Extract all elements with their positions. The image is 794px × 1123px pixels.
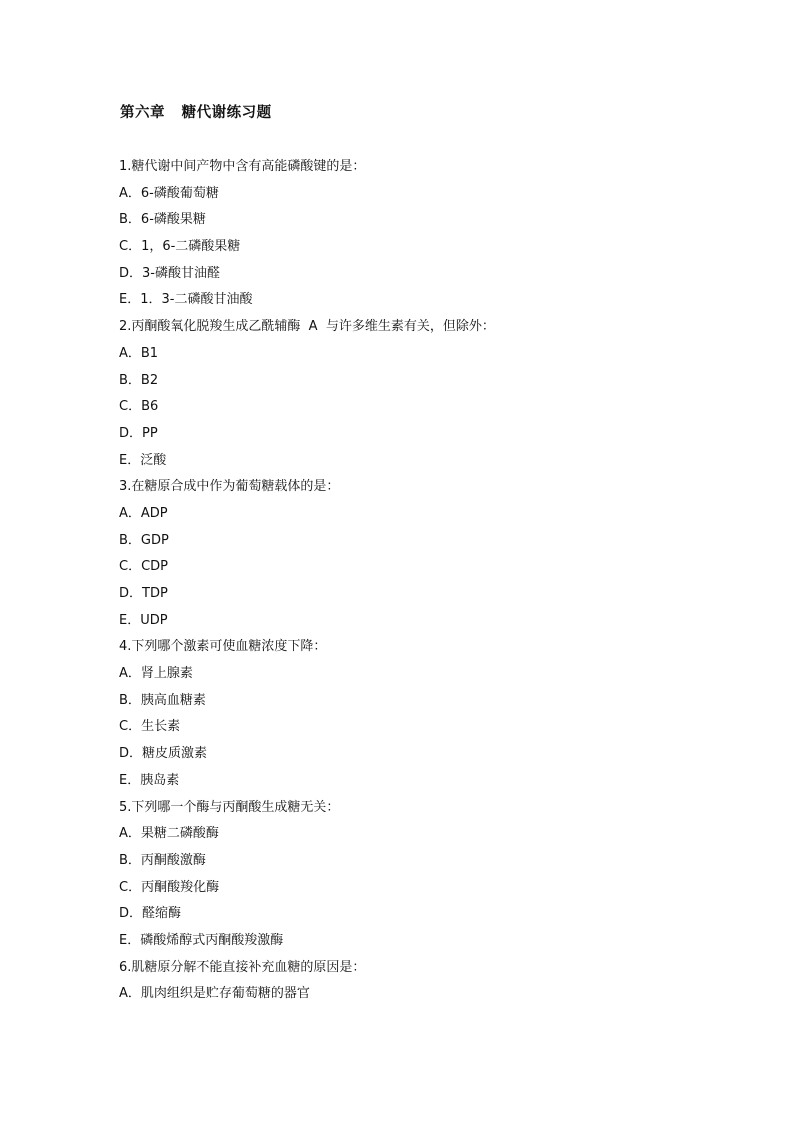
- question-4-stem: 4.下列哪个激素可使血糖浓度下降：: [119, 639, 327, 655]
- question-6-option-a: A．肌肉组织是贮存葡萄糖的器官: [119, 986, 310, 1002]
- question-2-option-a: A．B1: [119, 345, 159, 361]
- question-5-option-b: B．丙酮酸激酶: [119, 852, 206, 868]
- question-3-option-d: D．TDP: [119, 586, 168, 601]
- question-2-option-d: D．PP: [119, 425, 158, 441]
- question-4-option-e: E．胰岛素: [119, 772, 180, 788]
- question-2-option-b: B．B2: [119, 372, 159, 388]
- question-3-option-e: E．UDP: [119, 612, 168, 628]
- question-5-option-c: C．丙酮酸羧化酶: [119, 879, 220, 895]
- question-2-option-e: E．泛酸: [119, 452, 167, 468]
- question-5-option-a: A．果糖二磷酸酶: [119, 826, 219, 842]
- question-6-stem: 6.肌糖原分解不能直接补充血糖的原因是：: [119, 959, 366, 975]
- question-4-option-d: D．糖皮质激素: [119, 746, 208, 762]
- question-1-option-e: E．1．3-二磷酸甘油酸: [119, 292, 253, 308]
- question-2-option-c: C．B6: [119, 399, 159, 415]
- question-5-stem: 5.下列哪一个酶与丙酮酸生成糖无关：: [119, 799, 340, 815]
- question-4-option-c: C．生长素: [119, 719, 181, 735]
- question-3-option-b: B．GDP: [119, 532, 169, 548]
- question-list: [119, 154, 759, 1008]
- question-1-option-a: A．6-磷酸葡萄糖: [119, 185, 219, 201]
- question-1-option-b: B．6-磷酸果糖: [119, 212, 206, 228]
- question-4-option-a: A．肾上腺素: [119, 666, 193, 682]
- question-4-option-b: B．胰高血糖素: [119, 692, 206, 708]
- chapter-title: 第六章 糖代谢练习题: [120, 105, 272, 121]
- question-2-stem: 2.丙酮酸氧化脱羧生成乙酰辅酶 A 与许多维生素有关，但除外：: [119, 319, 495, 335]
- question-5-option-e: E．磷酸烯醇式丙酮酸羧激酶: [119, 932, 284, 948]
- question-1-option-c: C．1，6-二磷酸果糖: [119, 239, 241, 255]
- question-3-option-c: C．CDP: [119, 559, 169, 575]
- question-1-stem: 1.糖代谢中间产物中含有高能磷酸键的是：: [119, 159, 366, 174]
- question-3-option-a: A．ADP: [119, 505, 168, 521]
- question-1-option-d: D．3-磷酸甘油醛: [119, 265, 220, 281]
- question-5-option-d: D．醛缩酶: [119, 906, 182, 922]
- question-3-stem: 3.在糖原合成中作为葡萄糖载体的是：: [119, 479, 340, 495]
